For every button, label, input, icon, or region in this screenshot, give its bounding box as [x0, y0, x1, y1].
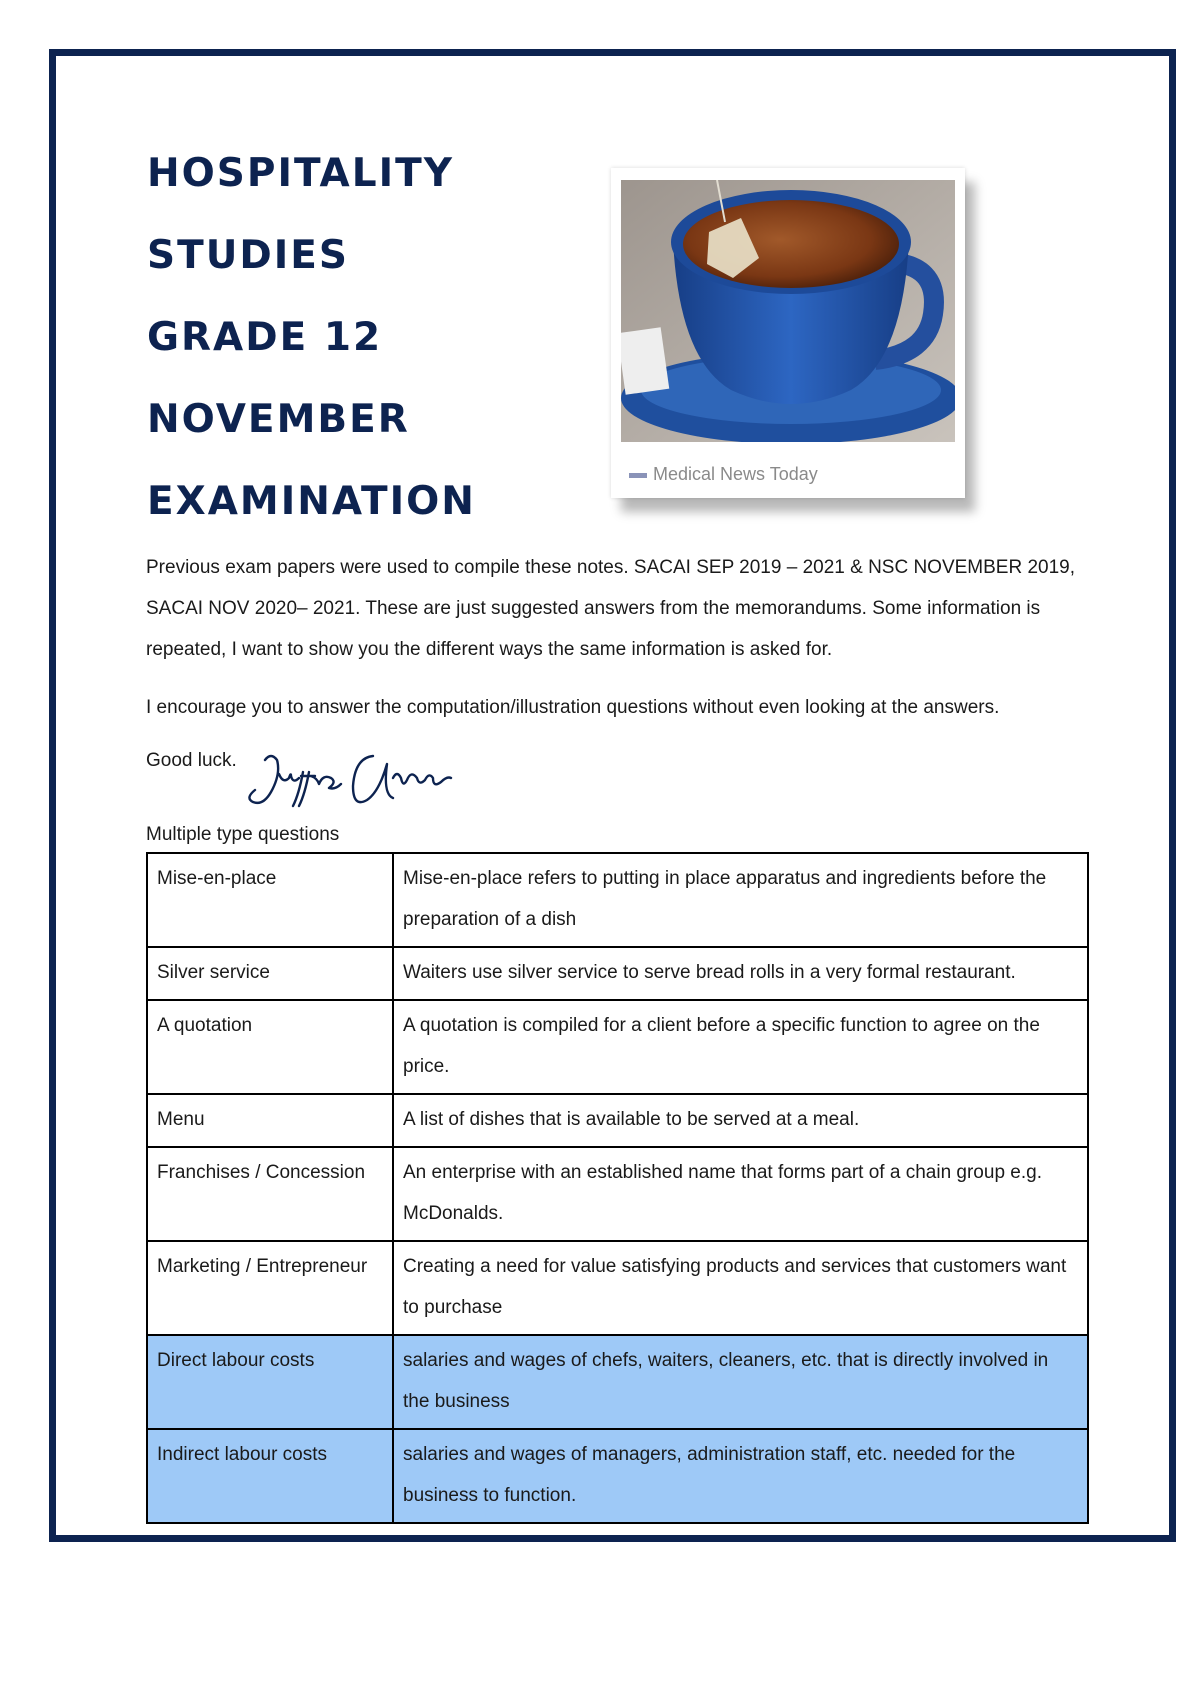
intro-paragraph-2: I encourage you to answer the computation/illustration questions without even looking at the answers.: [146, 697, 1000, 718]
definition-cell: Creating a need for value satisfying products and services that customers want to purchase: [393, 1241, 1088, 1335]
term-cell: Direct labour costs: [147, 1335, 393, 1429]
definition-cell: An enterprise with an established name that forms part of a chain group e.g. McDonalds.: [393, 1147, 1088, 1241]
photo-caption-text: Medical News Today: [653, 464, 818, 484]
questions-table-body: [147, 853, 1088, 1523]
title-line: STUDIES: [147, 233, 349, 278]
table-row: [147, 1241, 1088, 1335]
table-row: [147, 947, 1088, 1000]
term-cell: A quotation: [147, 1000, 393, 1094]
document-title: [147, 143, 587, 553]
table-row: [147, 1429, 1088, 1523]
definition-cell: salaries and wages of chefs, waiters, cleaners, etc. that is directly involved in the business: [393, 1335, 1088, 1429]
term-cell: Marketing / Entrepreneur: [147, 1241, 393, 1335]
definition-cell: Mise-en-place refers to putting in place apparatus and ingredients before the preparation of a dish: [393, 853, 1088, 947]
handwritten-signature: [243, 748, 473, 810]
table-heading: Multiple type questions: [146, 824, 340, 845]
term-cell: Menu: [147, 1094, 393, 1147]
intro-text: [146, 547, 1096, 728]
table-row: [147, 1094, 1088, 1147]
table-row: [147, 1335, 1088, 1429]
questions-table: [146, 852, 1089, 1524]
tea-cup-illustration: [621, 180, 955, 442]
term-cell: Indirect labour costs: [147, 1429, 393, 1523]
term-cell: Mise-en-place: [147, 853, 393, 947]
title-line: GRADE 12: [147, 315, 383, 360]
table-row: [147, 1147, 1088, 1241]
title-line: HOSPITALITY: [147, 151, 454, 196]
photo-caption: [629, 464, 818, 485]
caption-marker-icon: [629, 473, 647, 478]
good-luck-text: Good luck.: [146, 750, 237, 771]
table-row: [147, 1000, 1088, 1094]
photo-card: [611, 168, 965, 498]
table-row: [147, 853, 1088, 947]
definition-cell: salaries and wages of managers, administration staff, etc. needed for the business to function.: [393, 1429, 1088, 1523]
tea-cup-photo: [621, 180, 955, 442]
title-line: NOVEMBER: [147, 397, 410, 442]
definition-cell: A quotation is compiled for a client before a specific function to agree on the price.: [393, 1000, 1088, 1094]
definition-cell: A list of dishes that is available to be served at a meal.: [393, 1094, 1088, 1147]
intro-paragraph-1: Previous exam papers were used to compile these notes. SACAI SEP 2019 – 2021 & NSC NOVEMBER 2019, SACAI NOV 2020– 2021. These are just suggested answers from the memorandums. Some information is repeated, I want to show you the different ways the same information is asked for.: [146, 557, 1076, 660]
term-cell: Silver service: [147, 947, 393, 1000]
definition-cell: Waiters use silver service to serve bread rolls in a very formal restaurant.: [393, 947, 1088, 1000]
title-line: EXAMINATION: [147, 479, 476, 524]
term-cell: Franchises / Concession: [147, 1147, 393, 1241]
